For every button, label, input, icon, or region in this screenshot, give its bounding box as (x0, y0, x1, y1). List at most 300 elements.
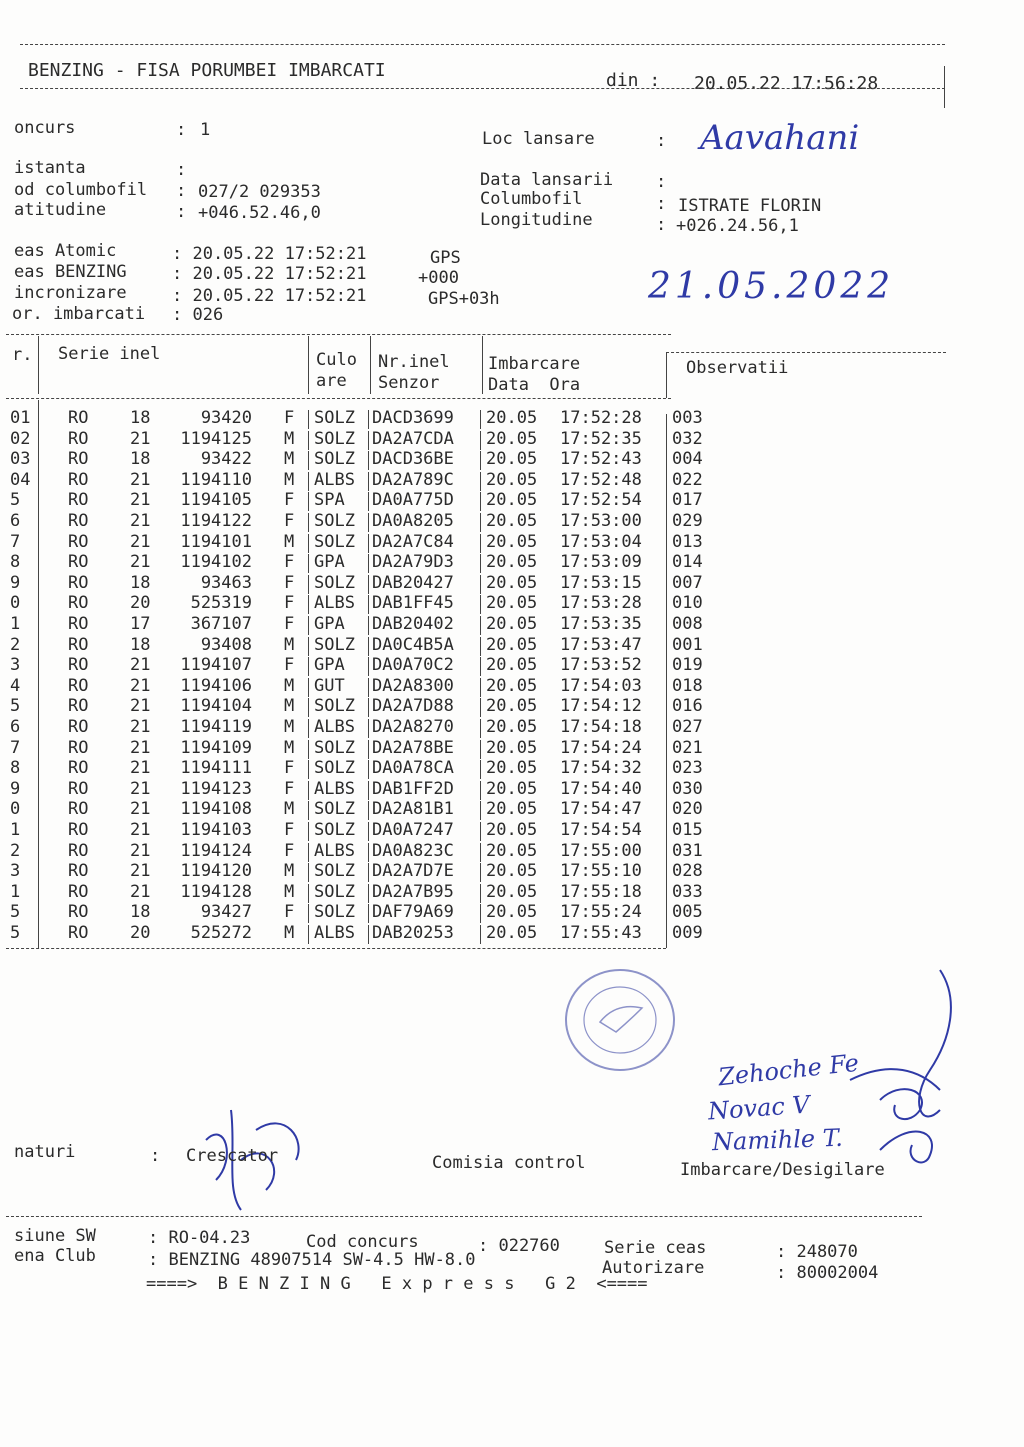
sex: M (284, 531, 295, 552)
committee-signature-2: Novac V (707, 1090, 811, 1126)
row-index: 6 (10, 511, 21, 531)
observation: 032 (672, 428, 703, 449)
footer-rule (6, 1216, 922, 1217)
boarding-date: 20.05 (486, 799, 538, 820)
latitudine-label: atitudine (14, 200, 107, 220)
table-row (0, 532, 720, 552)
loc-lansare-label: Loc lansare (482, 129, 595, 149)
country-code: RO (68, 861, 89, 882)
sex: F (284, 511, 295, 531)
concurs-value: 1 (200, 120, 211, 140)
boarding-date: 20.05 (486, 737, 538, 758)
boarding-time: 17:52:54 (560, 490, 642, 511)
table-row (0, 923, 720, 943)
cell-divider (308, 575, 309, 594)
boarding-date: 20.05 (486, 820, 538, 840)
ring-number: 1194103 (180, 820, 252, 840)
boarding-time: 17:55:18 (560, 881, 642, 902)
ring-number: 93408 (200, 634, 252, 655)
row-index: 2 (10, 840, 21, 861)
color: ALBS (314, 923, 355, 943)
cell-divider (480, 863, 481, 882)
boarding-date: 20.05 (486, 675, 538, 696)
cell-divider (368, 801, 369, 820)
cell-divider (480, 719, 481, 738)
color: SOLZ (314, 881, 355, 902)
ceas-atomic-extra: GPS (430, 248, 461, 268)
comisia-control-label: Comisia control (432, 1153, 586, 1173)
autorizare-label: Autorizare (602, 1258, 705, 1278)
country-code: RO (68, 902, 89, 923)
ring-year: 21 (130, 861, 151, 882)
country-code: RO (68, 778, 89, 799)
sex: M (284, 799, 295, 820)
ring-number: 1194101 (180, 531, 252, 552)
sensor-ring: DA2A7D7E (372, 861, 454, 882)
committee-signature-1: Zehoche Fe (716, 1048, 861, 1092)
color: SOLZ (314, 634, 355, 655)
country-code: RO (68, 408, 89, 428)
cell-divider (308, 843, 309, 862)
th-nrinel-1: Nr.inel (378, 352, 450, 372)
cod-columbofil-sep: : (176, 181, 187, 201)
th-serie-inel: Serie inel (58, 344, 161, 364)
sex: F (284, 408, 295, 428)
sensor-ring: DA2A8270 (372, 717, 454, 737)
boarding-time: 17:52:35 (560, 428, 642, 449)
cell-divider (368, 925, 369, 944)
row-index: 1 (10, 881, 21, 902)
ring-year: 21 (130, 531, 151, 552)
sincronizare-extra: GPS+03h (428, 289, 500, 309)
color: SOLZ (314, 531, 355, 552)
row-index: 0 (10, 593, 21, 614)
ring-year: 21 (130, 881, 151, 902)
cell-divider (308, 472, 309, 491)
cell-divider (368, 534, 369, 553)
observation: 031 (672, 840, 703, 861)
cell-divider (480, 781, 481, 800)
table-row (0, 635, 720, 655)
cell-divider (480, 554, 481, 573)
columbofil-sep: : (656, 194, 667, 214)
col-divider-obs (666, 352, 667, 398)
cell-divider (368, 843, 369, 862)
observation: 009 (672, 923, 703, 943)
country-code: RO (68, 511, 89, 531)
cell-divider (368, 451, 369, 470)
sex: F (284, 902, 295, 923)
boarding-time: 17:52:48 (560, 469, 642, 490)
th-imbarcare-1: Imbarcare (488, 354, 581, 374)
antena-club-label: ena Club (14, 1246, 96, 1266)
observation: 010 (672, 593, 703, 614)
country-code: RO (68, 820, 89, 840)
ring-year: 21 (130, 778, 151, 799)
boarding-time: 17:53:00 (560, 511, 642, 531)
table-header-rule (6, 398, 671, 399)
ring-number: 1194124 (180, 840, 252, 861)
ring-year: 18 (130, 902, 151, 923)
ring-year: 21 (130, 717, 151, 737)
ring-year: 21 (130, 758, 151, 779)
cell-divider (368, 678, 369, 697)
observation: 023 (672, 758, 703, 779)
boarding-time: 17:52:28 (560, 408, 642, 428)
sensor-ring: DAB20427 (372, 572, 454, 593)
boarding-date: 20.05 (486, 717, 538, 737)
sensor-ring: DACD3699 (372, 408, 454, 428)
boarding-time: 17:52:43 (560, 449, 642, 470)
ring-number: 367107 (190, 614, 252, 634)
boarding-time: 17:54:18 (560, 717, 642, 737)
cell-divider (480, 616, 481, 635)
header-bottom-rule (20, 88, 945, 89)
ring-number: 1194128 (180, 881, 252, 902)
cell-divider (368, 637, 369, 656)
boarding-time: 17:53:28 (560, 593, 642, 614)
sensor-ring: DA0C4B5A (372, 634, 454, 655)
col-divider-nr (38, 336, 39, 394)
ring-number: 93422 (200, 449, 252, 470)
cell-divider (480, 534, 481, 553)
boarding-date: 20.05 (486, 531, 538, 552)
ring-year: 21 (130, 737, 151, 758)
din-value: 20.05.22 17:56:28 (694, 73, 879, 94)
country-code: RO (68, 614, 89, 634)
table-row (0, 614, 720, 634)
row-index: 0 (10, 799, 21, 820)
ring-number: 1194106 (180, 675, 252, 696)
col-divider-imbarcare (482, 336, 483, 394)
boarding-date: 20.05 (486, 923, 538, 943)
table-row (0, 429, 720, 449)
country-code: RO (68, 634, 89, 655)
sex: F (284, 490, 295, 511)
ring-number: 93463 (200, 572, 252, 593)
observation: 021 (672, 737, 703, 758)
table-row (0, 758, 720, 778)
cell-divider (368, 575, 369, 594)
row-index: 2 (10, 634, 21, 655)
color: ALBS (314, 469, 355, 490)
header-right-border (944, 66, 945, 108)
observation: 015 (672, 820, 703, 840)
sensor-ring: DA0A78CA (372, 758, 454, 779)
country-code: RO (68, 737, 89, 758)
observation: 014 (672, 552, 703, 573)
country-code: RO (68, 593, 89, 614)
ring-year: 21 (130, 511, 151, 531)
color: ALBS (314, 717, 355, 737)
sensor-ring: DAB1FF2D (372, 778, 454, 799)
cell-divider (308, 616, 309, 635)
ceas-benzing-value: : 20.05.22 17:52:21 (172, 264, 367, 284)
color: GPA (314, 614, 345, 634)
table-row (0, 779, 720, 799)
cell-divider (480, 760, 481, 779)
longitudine-sep: : (656, 215, 667, 235)
sensor-ring: DA2A8300 (372, 675, 454, 696)
table-row (0, 655, 720, 675)
cell-divider (308, 554, 309, 573)
ring-year: 18 (130, 634, 151, 655)
boarding-date: 20.05 (486, 614, 538, 634)
antena-club-value: : BENZING 48907514 SW-4.5 HW-8.0 (148, 1250, 476, 1270)
row-index: 04 (10, 469, 31, 490)
boarding-time: 17:53:35 (560, 614, 642, 634)
table-row (0, 841, 720, 861)
boarding-date: 20.05 (486, 840, 538, 861)
ring-number: 1194120 (180, 861, 252, 882)
longitudine-label: Longitudine (480, 210, 593, 230)
cell-divider (368, 513, 369, 532)
benzing-express-banner: ====> B E N Z I N G E x p r e s s G 2 <==== (146, 1274, 648, 1294)
cell-divider (308, 637, 309, 656)
ring-number: 1194104 (180, 696, 252, 717)
sex: F (284, 572, 295, 593)
sensor-ring: DA2A78BE (372, 737, 454, 758)
cell-divider (308, 760, 309, 779)
concurs-sep: : (176, 120, 187, 140)
ring-number: 1194122 (180, 511, 252, 531)
table-row (0, 696, 720, 716)
ceas-atomic-label: eas Atomic (14, 241, 117, 261)
color: SOLZ (314, 902, 355, 923)
observation: 005 (672, 902, 703, 923)
cell-divider (480, 740, 481, 759)
cell-divider (480, 801, 481, 820)
row-index: 7 (10, 737, 21, 758)
boarding-date: 20.05 (486, 469, 538, 490)
ring-year: 21 (130, 655, 151, 676)
boarding-date: 20.05 (486, 758, 538, 779)
sex: M (284, 923, 295, 943)
latitudine-sep: : (176, 202, 187, 222)
table-row (0, 552, 720, 572)
sensor-ring: DA0A775D (372, 490, 454, 511)
sensor-ring: DA2A7CDA (372, 428, 454, 449)
boarding-date: 20.05 (486, 881, 538, 902)
ring-year: 21 (130, 820, 151, 840)
cod-columbofil-value: 027/2 029353 (198, 182, 321, 202)
observation: 007 (672, 572, 703, 593)
th-culoare-2: are (316, 371, 347, 391)
columbofil-value: ISTRATE FLORIN (678, 196, 822, 216)
cell-divider (368, 760, 369, 779)
cell-divider (308, 513, 309, 532)
ring-number: 1194110 (180, 469, 252, 490)
observation: 020 (672, 799, 703, 820)
ring-number: 1194125 (180, 428, 252, 449)
table-row (0, 449, 720, 469)
row-index: 5 (10, 923, 21, 943)
th-nrinel-2: Senzor (378, 373, 440, 393)
row-index: 03 (10, 449, 31, 470)
cell-divider (480, 904, 481, 923)
boarding-time: 17:54:40 (560, 778, 642, 799)
boarding-date: 20.05 (486, 778, 538, 799)
boarding-date: 20.05 (486, 408, 538, 428)
sex: F (284, 840, 295, 861)
row-index: 02 (10, 428, 31, 449)
sensor-ring: DA2A7C84 (372, 531, 454, 552)
sex: M (284, 881, 295, 902)
sensor-ring: DA2A789C (372, 469, 454, 490)
ring-year: 18 (130, 449, 151, 470)
sensor-ring: DA2A79D3 (372, 552, 454, 573)
cell-divider (480, 410, 481, 429)
cell-divider (308, 719, 309, 738)
ring-number: 1194111 (180, 758, 252, 779)
observation: 001 (672, 634, 703, 655)
cell-divider (308, 492, 309, 511)
ring-year: 21 (130, 552, 151, 573)
ring-number: 1194102 (180, 552, 252, 573)
cell-divider (480, 925, 481, 944)
country-code: RO (68, 531, 89, 552)
country-code: RO (68, 428, 89, 449)
ceas-atomic-value: : 20.05.22 17:52:21 (172, 244, 367, 264)
cell-divider (368, 657, 369, 676)
row-index: 5 (10, 902, 21, 923)
cell-divider (308, 781, 309, 800)
ring-year: 21 (130, 840, 151, 861)
country-code: RO (68, 840, 89, 861)
ring-year: 21 (130, 675, 151, 696)
boarding-time: 17:53:47 (560, 634, 642, 655)
color: SOLZ (314, 799, 355, 820)
ceas-benzing-label: eas BENZING (14, 262, 127, 282)
loc-lansare-handwritten: Aavahani (700, 118, 860, 158)
row-index: 7 (10, 531, 21, 552)
longitudine-value: +026.24.56,1 (676, 216, 799, 236)
table-row (0, 511, 720, 531)
ring-number: 1194108 (180, 799, 252, 820)
color: SOLZ (314, 861, 355, 882)
cell-divider (308, 451, 309, 470)
ring-year: 20 (130, 923, 151, 943)
cell-divider (368, 554, 369, 573)
table-top-rule-right (666, 352, 946, 353)
boarding-time: 17:54:12 (560, 696, 642, 717)
sincronizare-value: : 20.05.22 17:52:21 (172, 286, 367, 306)
country-code: RO (68, 923, 89, 943)
boarding-date: 20.05 (486, 861, 538, 882)
ring-year: 21 (130, 490, 151, 511)
color: ALBS (314, 778, 355, 799)
serie-ceas-label: Serie ceas (604, 1238, 707, 1258)
boarding-date: 20.05 (486, 696, 538, 717)
ring-year: 18 (130, 408, 151, 428)
sincronizare-label: incronizare (14, 283, 127, 303)
cell-divider (480, 492, 481, 511)
boarding-date: 20.05 (486, 511, 538, 531)
row-index: 9 (10, 572, 21, 593)
th-nr: r. (12, 345, 33, 365)
color: GPA (314, 655, 345, 676)
table-bottom-rule (6, 948, 666, 949)
col-divider-nrinel (370, 336, 371, 394)
cell-divider (368, 431, 369, 450)
row-index: 3 (10, 655, 21, 676)
serie-ceas-value: : 248070 (776, 1242, 858, 1262)
country-code: RO (68, 655, 89, 676)
boarding-date: 20.05 (486, 572, 538, 593)
cell-divider (480, 822, 481, 841)
row-index: 6 (10, 717, 21, 737)
country-code: RO (68, 799, 89, 820)
ring-number: 525319 (190, 593, 252, 614)
sex: M (284, 469, 295, 490)
boarding-time: 17:54:47 (560, 799, 642, 820)
sex: M (284, 634, 295, 655)
sensor-ring: DACD36BE (372, 449, 454, 470)
cell-divider (480, 884, 481, 903)
sex: M (284, 428, 295, 449)
country-code: RO (68, 572, 89, 593)
boarding-time: 17:55:10 (560, 861, 642, 882)
color: SOLZ (314, 428, 355, 449)
cell-divider (368, 698, 369, 717)
cell-divider (308, 740, 309, 759)
nr-imbarcati-label: or. imbarcati (12, 304, 146, 324)
col-divider-culo (308, 336, 309, 394)
color: SOLZ (314, 820, 355, 840)
color: SOLZ (314, 408, 355, 428)
ring-number: 93420 (200, 408, 252, 428)
cell-divider (308, 657, 309, 676)
header-top-rule (20, 44, 945, 45)
ring-year: 21 (130, 696, 151, 717)
row-index: 1 (10, 614, 21, 634)
ring-year: 18 (130, 572, 151, 593)
boarding-time: 17:53:15 (560, 572, 642, 593)
table-row (0, 470, 720, 490)
loc-lansare-sep: : (656, 131, 667, 151)
country-code: RO (68, 675, 89, 696)
th-imbarcare-2: Data Ora (488, 375, 581, 395)
body-divider-obs (666, 414, 667, 948)
country-code: RO (68, 696, 89, 717)
sex: M (284, 737, 295, 758)
document-title: BENZING - FISA PORUMBEI IMBARCATI (28, 60, 386, 81)
semnaturi-sep: : (150, 1146, 161, 1166)
country-code: RO (68, 449, 89, 470)
boarding-date: 20.05 (486, 902, 538, 923)
boarding-time: 17:54:32 (560, 758, 642, 779)
boarding-time: 17:54:54 (560, 820, 642, 840)
observation: 017 (672, 490, 703, 511)
row-index: 1 (10, 820, 21, 840)
distanta-label: istanta (14, 158, 86, 178)
observation: 028 (672, 861, 703, 882)
boarding-time: 17:53:09 (560, 552, 642, 573)
imbarcare-desigilare-label: Imbarcare/Desigilare (680, 1160, 885, 1180)
sex: M (284, 861, 295, 882)
cod-concurs-value: : 022760 (478, 1236, 560, 1256)
observation: 030 (672, 778, 703, 799)
color: GUT (314, 675, 345, 696)
table-row (0, 593, 720, 613)
table-row (0, 861, 720, 881)
observation: 016 (672, 696, 703, 717)
boarding-date: 20.05 (486, 593, 538, 614)
color: SOLZ (314, 572, 355, 593)
cell-divider (368, 410, 369, 429)
boarding-time: 17:53:52 (560, 655, 642, 676)
cell-divider (480, 472, 481, 491)
